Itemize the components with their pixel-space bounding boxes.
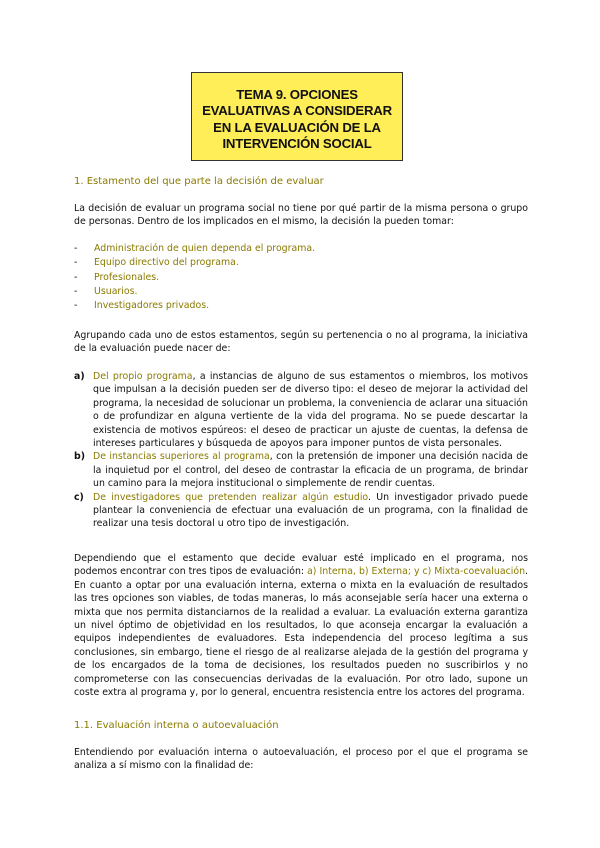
- section-1-intro: La decisión de evaluar un programa social no tiene por qué partir de la misma persona o grupo de personas. Dentro de los implicados en el mismo, la decisión la pueden tomar:: [74, 203, 528, 228]
- list-item: - Investigadores privados.: [74, 300, 210, 312]
- title-box: [191, 72, 403, 161]
- origin-item: [74, 491, 528, 531]
- origin-item: [74, 370, 528, 450]
- decision-makers-list: [74, 242, 315, 313]
- origin-text: . Un investigador privado puede plantear la conveniencia de efectuar una evaluación de un programa, con la finalidad de realizar una tesis doctoral u otro tipo de investigación.: [93, 491, 528, 530]
- item-marker: c): [74, 491, 84, 503]
- list-item: - Equipo directivo del programa.: [74, 257, 239, 269]
- evaluation-types-paragraph: Dependiendo que el estamento que decide evaluar esté implicado en el programa, nos podemos encontrar con tres tipos de evaluación: a) Interna, b) Externa; y c) Mixta-coevaluación. En cuanto a optar por una evaluación interna, externa o mixta en la evaluación de resultados las tres opciones son viables, de todas maneras, lo más aconsejable sería hacer una externa o mixta que nos permita distanciarnos de la realidad a evaluar. La evaluación externa garantiza un nivel óptimo de objetividad en los resultados, lo que aconseja encargar la evaluación a equipos independientes de evaluadores. Esta independencia del proceso legítima a sus conclusiones, sin embargo, tiene el riesgo de al realizarse alejada de la gestión del programa y de los encargados de la toma de decisiones, los resultados pueden no suscribirlos y no comprometerse con las consecuencias derivadas de la evaluación. Por otro lado, supone un coste extra al programa y, por lo general, encuentra resistencia entre los actores del programa.: [74, 553, 529, 699]
- title-line: EVALUATIVAS A CONSIDERAR: [202, 103, 392, 118]
- list-item: - Profesionales.: [74, 271, 160, 283]
- title-line: TEMA 9. OPCIONES: [236, 86, 358, 102]
- origin-text: , a instancias de alguno de sus estamentos o miembros, los motivos que impulsan a la decisión pueden ser de diverso tipo: el deseo de mejorar la actividad del programa, la necesidad de solucionar un problema, la conveniencia de aclarar una situación o de profundizar en alguna vertiente de la vida del programa. No se puede descartar la existencia de motivos espúreos: el deseo de practicar un ajuste de cuentas, la defensa de intereses particulares y búsqueda de apoyos para imponer puntos de vista personales.: [93, 371, 528, 450]
- title-line: EN LA EVALUACIÓN DE LA: [213, 119, 381, 135]
- origin-highlight: Del propio programa: [93, 371, 193, 382]
- origins-list: [74, 370, 528, 531]
- item-marker: a): [74, 371, 85, 382]
- origin-highlight: De instancias superiores al programa: [93, 451, 270, 463]
- origin-text: , con la pretensión de imponer una decisión nacida de la inquietud por el control, del deseo de contrastar la eficacia de un programa, de brindar un camino para la mejora institucional o simplemente de rendir cuentas.: [93, 451, 528, 490]
- grouping-paragraph: Agrupando cada uno de estos estamentos, según su pertenencia o no al programa, la iniciativa de la evaluación puede nacer de:: [74, 330, 528, 355]
- origin-highlight: De investigadores que pretenden realizar algún estudio: [93, 491, 368, 503]
- title-line: INTERVENCIÓN SOCIAL: [222, 136, 372, 151]
- section-1-1-heading: 1.1. Evaluación interna o autoevaluación: [74, 720, 279, 731]
- list-item: - Usuarios.: [74, 285, 138, 297]
- origin-item: [74, 450, 528, 490]
- list-item: - Administración de quien dependa el programa.: [74, 243, 316, 254]
- item-marker: b): [74, 451, 85, 463]
- section-1-heading: 1. Estamento del que parte la decisión de evaluar: [74, 176, 324, 187]
- evaluation-types-highlight: a) Interna, b) Externa; y c) Mixta-coevaluación: [307, 566, 526, 578]
- section-1-1-intro: Entendiendo por evaluación interna o autoevaluación, el proceso por el que el programa se analiza a sí mismo con la finalidad de:: [74, 747, 528, 772]
